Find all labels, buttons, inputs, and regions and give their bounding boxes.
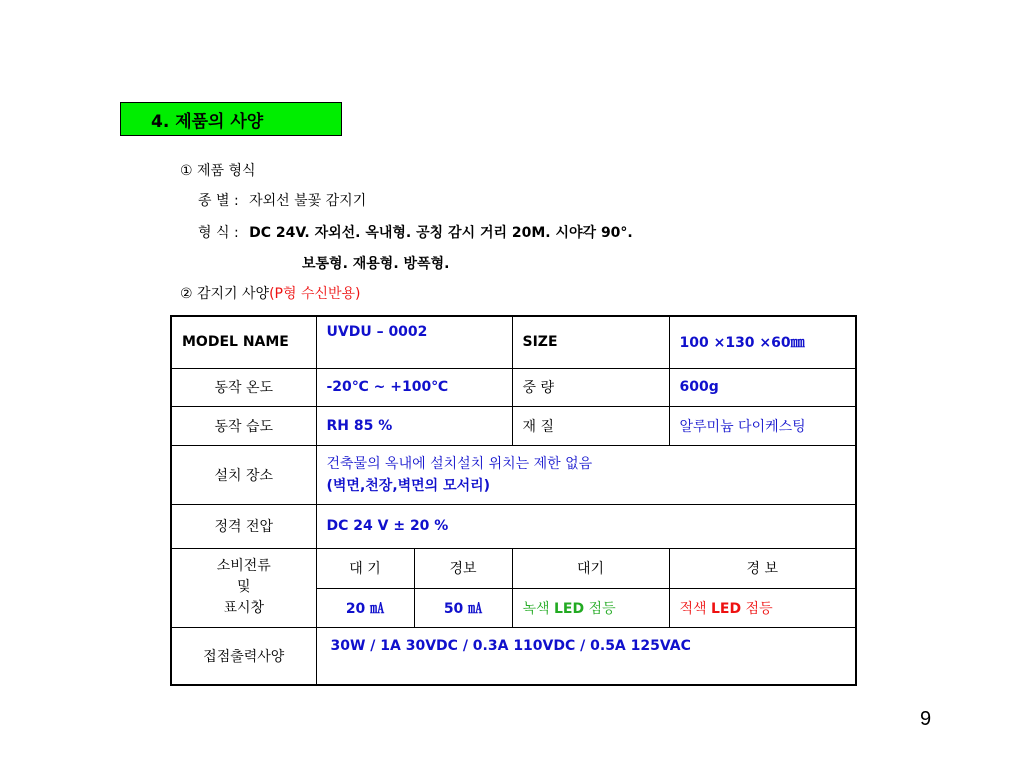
sub-heading-product-type: ① 제품 형식: [180, 163, 256, 179]
type-label: 종 별 :: [198, 193, 239, 209]
size-label: SIZE: [512, 316, 669, 368]
weight-value: 600g: [669, 368, 856, 406]
standby-led-text: LED: [554, 600, 585, 617]
current-label-line2: 및: [236, 579, 251, 595]
install-value-line2: (벽면,천장,벽면의 모서리): [326, 477, 491, 494]
form-value-continued: 보통형. 재용형. 방폭형.: [302, 256, 450, 272]
standby-led-suffix: 점등: [584, 600, 616, 617]
standby-led: [512, 588, 669, 627]
size-value: 100 ×130 ×60㎜: [669, 316, 856, 368]
model-label: MODEL NAME: [171, 316, 316, 368]
alarm-current: 50 ㎃: [414, 588, 512, 627]
alarm-led: [669, 588, 856, 627]
contact-value: 30W / 1A 30VDC / 0.3A 110VDC / 0.5A 125VAC: [316, 627, 856, 685]
alarm-led-header: 경 보: [669, 548, 856, 588]
standby-current: 20 ㎃: [316, 588, 414, 627]
form-row: [198, 222, 633, 242]
page-number: 9: [920, 708, 932, 730]
current-label-line3: 표시창: [223, 600, 265, 616]
model-value: UVDU – 0002: [316, 316, 512, 368]
sub-heading-detector-spec: [180, 283, 361, 303]
alarm-led-suffix: 점등: [741, 600, 773, 617]
table-row: [171, 406, 856, 445]
table-row: [171, 627, 856, 685]
alarm-led-prefix: 적색: [679, 600, 711, 617]
form-value: DC 24V. 자외선. 옥내형. 공칭 감시 거리 20M. 시야각 90°.: [249, 225, 633, 241]
install-label: 설치 장소: [171, 445, 316, 504]
standby-led-header: 대기: [512, 548, 669, 588]
voltage-value: DC 24 V ± 20 %: [316, 504, 856, 548]
current-label: [171, 548, 316, 627]
table-row: [171, 316, 856, 368]
alarm-led-text: LED: [711, 600, 742, 617]
alarm-header: 경보: [414, 548, 512, 588]
voltage-label: 정격 전압: [171, 504, 316, 548]
install-value-line1: 건축물의 옥내에 설치설치 위치는 제한 없음: [326, 455, 593, 472]
table-row: [171, 445, 856, 504]
install-value: [316, 445, 856, 504]
material-label: 재 질: [512, 406, 669, 445]
standby-led-prefix: 녹색: [522, 600, 554, 617]
op-temp-label: 동작 온도: [171, 368, 316, 406]
type-value: 자외선 불꽃 감지기: [249, 193, 367, 209]
sub-heading-text: ② 감지기 사양: [180, 286, 270, 302]
sub-heading-note: (P형 수신반용): [269, 286, 361, 302]
op-humidity-value: RH 85 %: [316, 406, 512, 445]
weight-label: 중 량: [512, 368, 669, 406]
section-title: 4. 제품의 사양: [120, 102, 342, 136]
table-row: [171, 368, 856, 406]
spec-table: [170, 315, 857, 686]
op-humidity-label: 동작 습도: [171, 406, 316, 445]
current-label-line1: 소비전류: [216, 558, 271, 574]
table-row: [171, 548, 856, 588]
standby-header: 대 기: [316, 548, 414, 588]
type-row: [198, 190, 366, 210]
form-label: 형 식 :: [198, 225, 239, 241]
table-row: [171, 504, 856, 548]
op-temp-value: -20℃ ~ +100℃: [316, 368, 512, 406]
material-value: 알루미늄 다이케스팅: [669, 406, 856, 445]
contact-label: 접점출력사양: [171, 627, 316, 685]
